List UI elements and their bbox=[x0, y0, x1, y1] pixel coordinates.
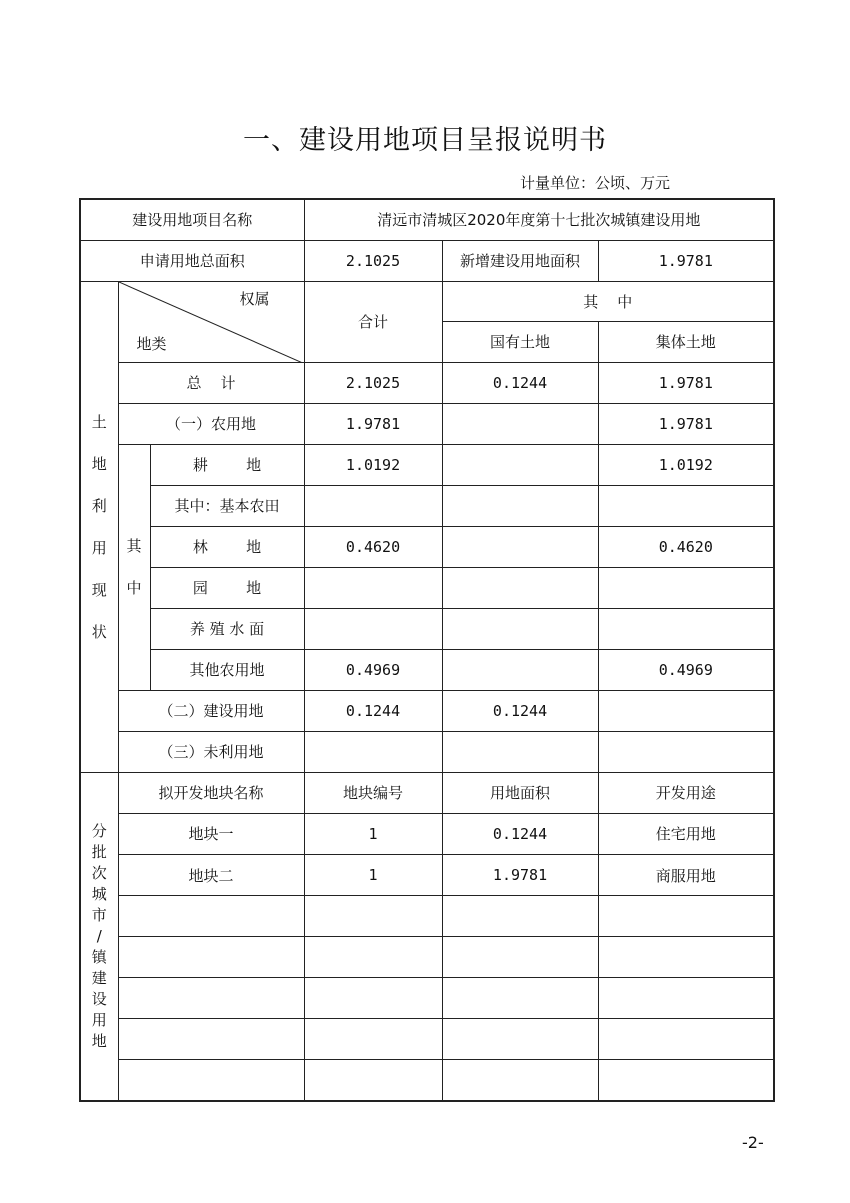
cell-collective bbox=[598, 567, 774, 608]
plot-code: 1 bbox=[304, 855, 442, 896]
row-other-agri bbox=[80, 649, 774, 690]
cell-total bbox=[304, 567, 442, 608]
vertical-label-char: 批 bbox=[91, 842, 107, 861]
cell-collective bbox=[598, 690, 774, 731]
vertical-label-char: 建 bbox=[91, 968, 107, 987]
table-row bbox=[80, 855, 774, 896]
cell-total: 1.0192 bbox=[304, 444, 442, 485]
row-label: 其他农用地 bbox=[150, 649, 304, 690]
table-row bbox=[80, 1019, 774, 1060]
vertical-label-char: 其 bbox=[126, 537, 142, 556]
plot-area bbox=[442, 937, 598, 978]
col-total-header: 合计 bbox=[304, 281, 442, 362]
batch-col-use: 开发用途 bbox=[598, 772, 774, 813]
project-name-value: 清远市清城区2020年度第十七批次城镇建设用地 bbox=[304, 199, 774, 240]
plot-area bbox=[442, 1060, 598, 1101]
vertical-label-char: 设 bbox=[91, 989, 107, 1008]
cell-state bbox=[442, 608, 598, 649]
plot-use bbox=[598, 1019, 774, 1060]
plot-name bbox=[118, 1019, 304, 1060]
cell-state bbox=[442, 731, 598, 772]
total-area-value: 2.1025 bbox=[304, 240, 442, 281]
cell-total bbox=[304, 608, 442, 649]
cell-total: 0.4969 bbox=[304, 649, 442, 690]
cell-total: 0.4620 bbox=[304, 526, 442, 567]
vertical-label-char: 用 bbox=[91, 1010, 107, 1029]
new-area-label: 新增建设用地面积 bbox=[442, 240, 598, 281]
plot-use: 住宅用地 bbox=[598, 813, 774, 854]
diag-ownership-label: 权属 bbox=[239, 289, 270, 308]
plot-area bbox=[442, 978, 598, 1019]
row-label: 耕 地 bbox=[150, 444, 304, 485]
row-label: 养 殖 水 面 bbox=[150, 608, 304, 649]
table-row bbox=[80, 813, 774, 854]
table-row bbox=[80, 978, 774, 1019]
table-row bbox=[80, 896, 774, 937]
cell-total: 1.9781 bbox=[304, 403, 442, 444]
plot-name: 地块二 bbox=[118, 855, 304, 896]
plot-name bbox=[118, 937, 304, 978]
row-label: 其中：基本农田 bbox=[150, 485, 304, 526]
plot-use bbox=[598, 937, 774, 978]
col-state-header: 国有土地 bbox=[442, 321, 598, 362]
plot-code bbox=[304, 896, 442, 937]
row-cultivated bbox=[80, 444, 774, 485]
vertical-label-char: 市 bbox=[91, 905, 107, 924]
row-aquaculture bbox=[80, 608, 774, 649]
vertical-label-char: 镇 bbox=[91, 947, 107, 966]
plot-use: 商服用地 bbox=[598, 855, 774, 896]
row-label: 总 计 bbox=[118, 362, 304, 403]
cell-total: 2.1025 bbox=[304, 362, 442, 403]
plot-code bbox=[304, 1019, 442, 1060]
cell-state bbox=[442, 649, 598, 690]
cell-collective bbox=[598, 731, 774, 772]
batch-col-code: 地块编号 bbox=[304, 772, 442, 813]
row-label: （一）农用地 bbox=[118, 403, 304, 444]
vertical-label-char: 地 bbox=[91, 1031, 107, 1050]
cell-total: 0.1244 bbox=[304, 690, 442, 731]
plot-area: 0.1244 bbox=[442, 813, 598, 854]
vertical-label-char: 状 bbox=[91, 622, 107, 641]
plot-name bbox=[118, 1060, 304, 1101]
plot-area bbox=[442, 896, 598, 937]
cell-collective: 1.9781 bbox=[598, 362, 774, 403]
cell-total bbox=[304, 731, 442, 772]
vertical-label-char: 土 bbox=[91, 412, 107, 431]
cell-collective: 0.4620 bbox=[598, 526, 774, 567]
total-area-row bbox=[80, 240, 774, 281]
cell-state bbox=[442, 485, 598, 526]
page-number: -2- bbox=[742, 1133, 764, 1152]
project-name-row bbox=[80, 199, 774, 240]
cell-state bbox=[442, 567, 598, 608]
plot-use bbox=[598, 1060, 774, 1101]
vertical-label-char: 次 bbox=[91, 863, 107, 882]
total-area-label: 申请用地总面积 bbox=[80, 240, 304, 281]
cell-collective: 1.9781 bbox=[598, 403, 774, 444]
table-row bbox=[80, 1060, 774, 1101]
vertical-label-char: 地 bbox=[91, 454, 107, 473]
vertical-label-char: 用 bbox=[91, 538, 107, 557]
col-collective-header: 集体土地 bbox=[598, 321, 774, 362]
vertical-label-char: 分 bbox=[91, 821, 107, 840]
cell-state: 0.1244 bbox=[442, 690, 598, 731]
cell-collective bbox=[598, 608, 774, 649]
batch-col-name: 拟开发地块名称 bbox=[118, 772, 304, 813]
row-garden bbox=[80, 567, 774, 608]
plot-name: 地块一 bbox=[118, 813, 304, 854]
diag-landtype-label: 地类 bbox=[136, 334, 167, 353]
row-agricultural bbox=[80, 403, 774, 444]
vertical-label-char: 现 bbox=[91, 580, 107, 599]
row-forest bbox=[80, 526, 774, 567]
sub-side-label bbox=[118, 444, 150, 690]
cell-collective: 1.0192 bbox=[598, 444, 774, 485]
cell-collective bbox=[598, 485, 774, 526]
plot-name bbox=[118, 978, 304, 1019]
cell-total bbox=[304, 485, 442, 526]
row-unused bbox=[80, 731, 774, 772]
plot-area bbox=[442, 1019, 598, 1060]
table-row bbox=[80, 937, 774, 978]
land-application-table bbox=[79, 198, 775, 1102]
plot-area: 1.9781 bbox=[442, 855, 598, 896]
cell-state: 0.1244 bbox=[442, 362, 598, 403]
project-name-label: 建设用地项目名称 bbox=[80, 199, 304, 240]
plot-code bbox=[304, 978, 442, 1019]
plot-code bbox=[304, 1060, 442, 1101]
batch-side-label bbox=[80, 772, 118, 1101]
new-area-value: 1.9781 bbox=[598, 240, 774, 281]
batch-header-row bbox=[80, 772, 774, 813]
cell-state bbox=[442, 526, 598, 567]
plot-use bbox=[598, 978, 774, 1019]
ownership-header-row bbox=[80, 281, 774, 321]
cell-state bbox=[442, 444, 598, 485]
plot-code: 1 bbox=[304, 813, 442, 854]
vertical-label-char: / bbox=[96, 926, 102, 945]
row-label: 园 地 bbox=[150, 567, 304, 608]
col-among-header: 其 中 bbox=[442, 281, 774, 321]
row-total bbox=[80, 362, 774, 403]
plot-name bbox=[118, 896, 304, 937]
row-basic-farmland bbox=[80, 485, 774, 526]
vertical-label-char: 中 bbox=[126, 579, 142, 598]
diagonal-header-cell bbox=[118, 281, 304, 362]
land-status-side-label bbox=[80, 281, 118, 772]
vertical-label-char: 利 bbox=[91, 496, 107, 515]
plot-use bbox=[598, 896, 774, 937]
page-title: 一、建设用地项目呈报说明书 bbox=[243, 125, 607, 156]
cell-state bbox=[442, 403, 598, 444]
row-label: （二）建设用地 bbox=[118, 690, 304, 731]
plot-code bbox=[304, 937, 442, 978]
vertical-label-char: 城 bbox=[91, 884, 107, 903]
row-label: （三）未利用地 bbox=[118, 731, 304, 772]
cell-collective: 0.4969 bbox=[598, 649, 774, 690]
measurement-unit: 计量单位：公顷、万元 bbox=[520, 174, 671, 192]
batch-col-area: 用地面积 bbox=[442, 772, 598, 813]
row-construction bbox=[80, 690, 774, 731]
row-label: 林 地 bbox=[150, 526, 304, 567]
